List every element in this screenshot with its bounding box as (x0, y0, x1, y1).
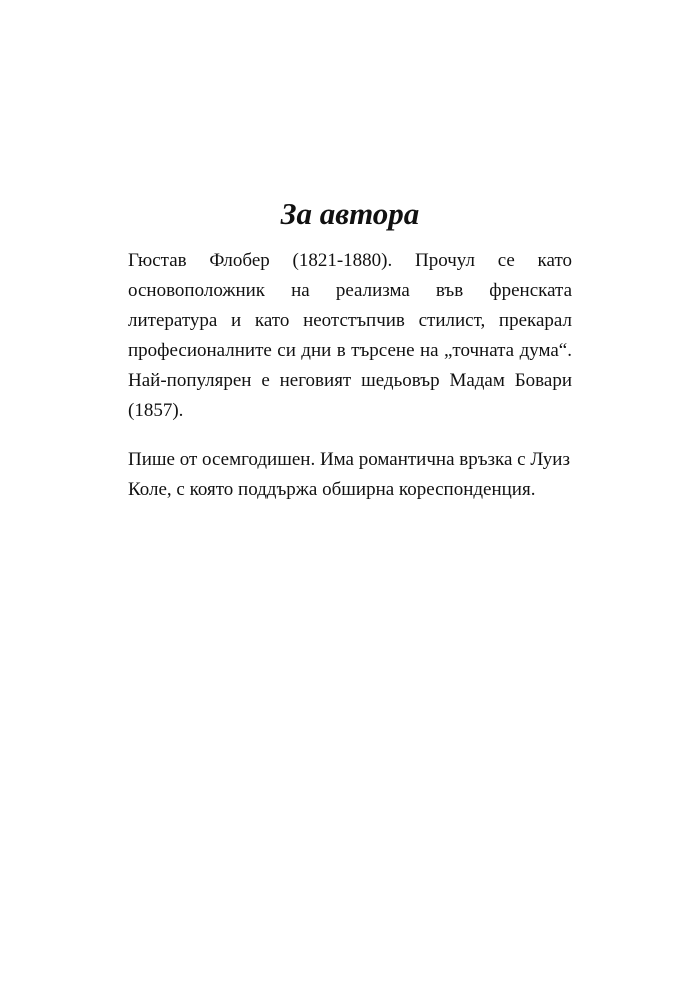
page-title: За автора (280, 196, 420, 231)
biography-paragraph: Гюстав Флобер (1821-1880). Прочул се като основоположник на реализма във френската литература и като неотстъпчив стилист, прекарал професионалните си дни в търсене на „точната дума“. Най-популярен е неговият шедьовър Мадам Бовари (1857). (128, 250, 572, 421)
personal-life-paragraph: Пише от осемгодишен. Има романтична връзка с Луиз Коле, с която поддържа обширна кореспонденция. (128, 449, 570, 500)
